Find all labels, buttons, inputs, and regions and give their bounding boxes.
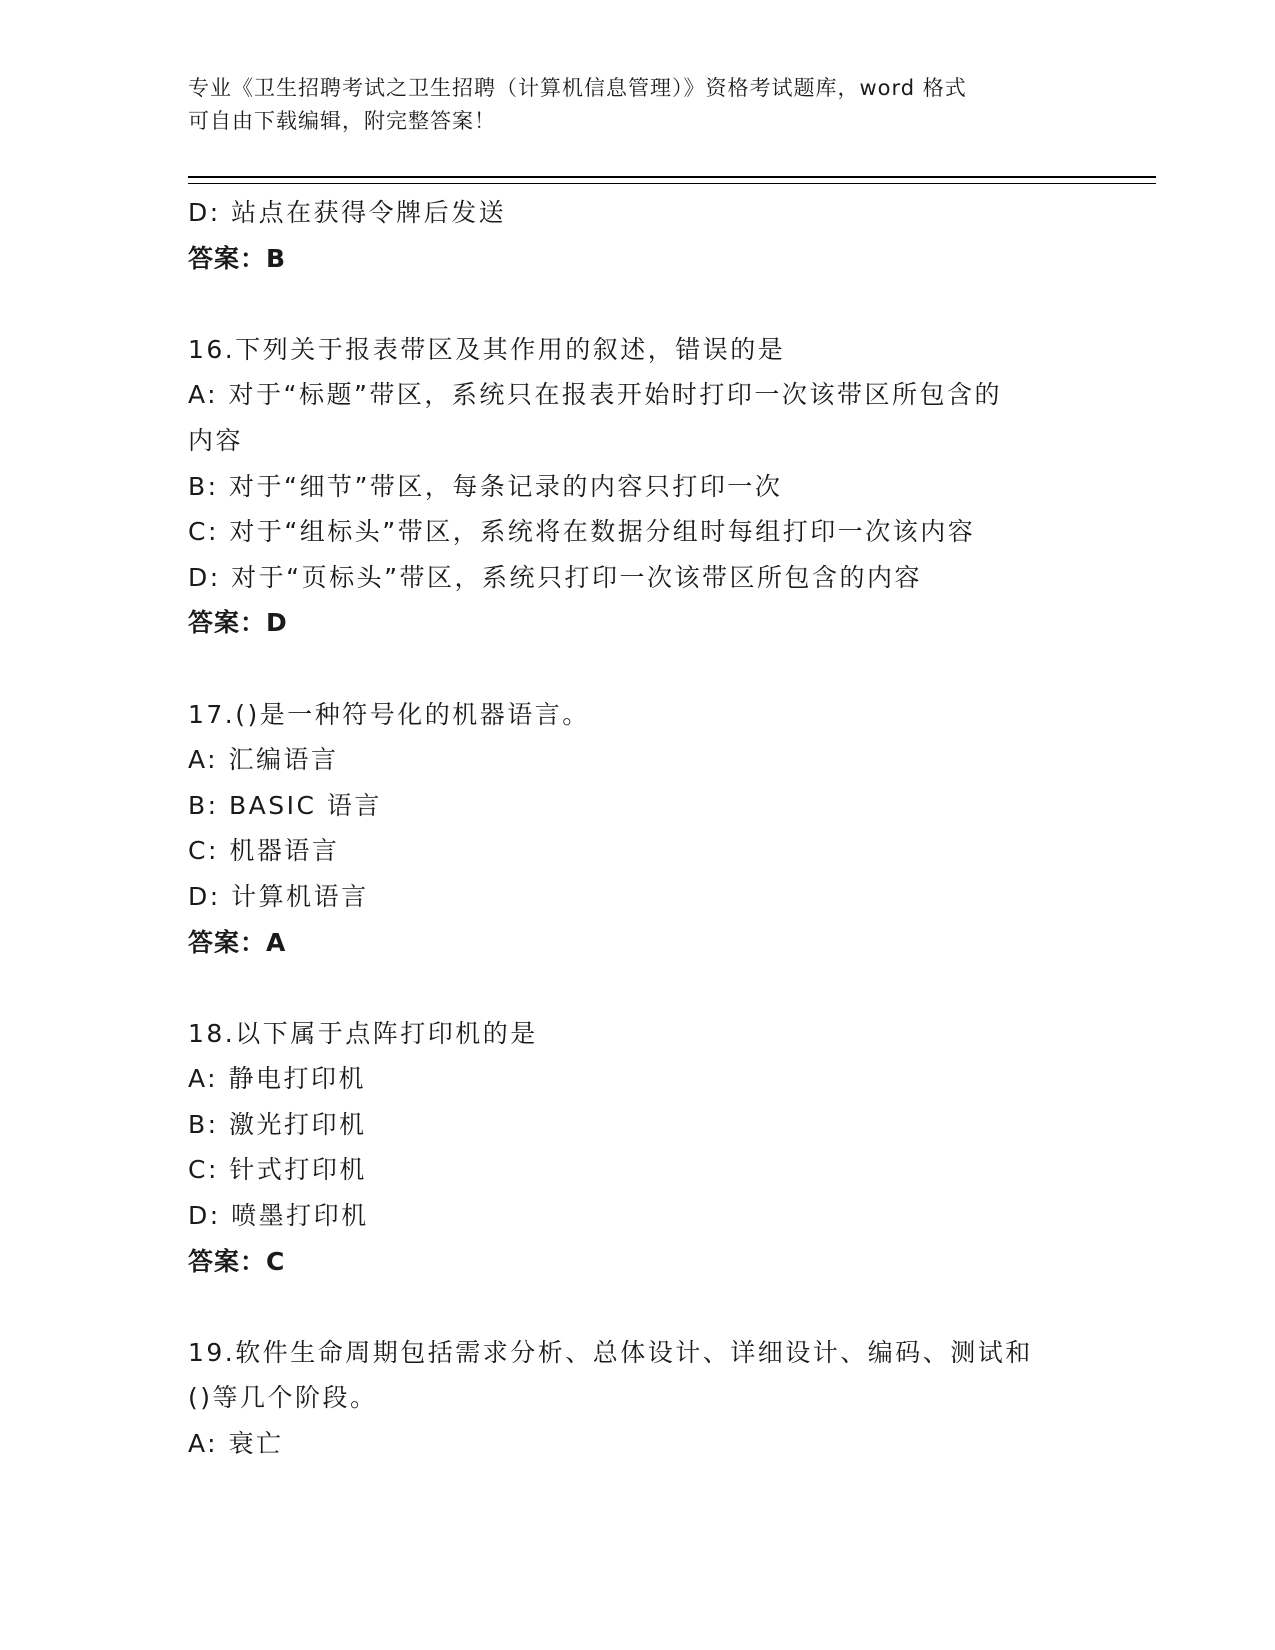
header-rule-thin: [188, 183, 1156, 184]
spacer: [188, 646, 1088, 692]
question-text: 17.()是一种符号化的机器语言。: [188, 699, 590, 729]
spacer: [188, 1284, 1088, 1330]
question-text: 19.软件生命周期包括需求分析、总体设计、详细设计、编码、测试和: [188, 1337, 1033, 1367]
header-rule-thick: [188, 176, 1156, 178]
spacer: [188, 281, 1088, 327]
question-content: [188, 190, 1088, 1467]
answer: 答案：A: [188, 927, 287, 957]
option-d: D: 对于“页标头”带区，系统只打印一次该带区所包含的内容: [188, 562, 923, 592]
option-a-continued: 内容: [188, 425, 244, 455]
page-header: [188, 72, 1088, 138]
spacer: [188, 965, 1088, 1011]
carry-over-option-d: D: 站点在获得令牌后发送: [188, 198, 507, 227]
option-c: C: 机器语言: [188, 836, 340, 866]
question-text: 16.下列关于报表带区及其作用的叙述，错误的是: [188, 334, 786, 364]
carry-over-answer: 答案：B: [188, 243, 287, 273]
option-a: A: 衰亡: [188, 1429, 284, 1459]
question-19: [188, 1330, 1088, 1467]
answer: 答案：D: [188, 608, 288, 638]
option-b: B: BASIC 语言: [188, 790, 382, 820]
question-17: [188, 692, 1088, 966]
option-a: A: 汇编语言: [188, 745, 339, 775]
option-c: C: 针式打印机: [188, 1155, 367, 1185]
option-b: B: 激光打印机: [188, 1109, 367, 1139]
option-a: A: 静电打印机: [188, 1064, 367, 1094]
question-text-continued: ()等几个阶段。: [188, 1383, 378, 1413]
question-16: [188, 327, 1088, 646]
option-c: C: 对于“组标头”带区，系统将在数据分组时每组打印一次该内容: [188, 517, 976, 547]
option-d: D: 计算机语言: [188, 881, 369, 911]
question-text: 18.以下属于点阵打印机的是: [188, 1018, 538, 1048]
answer: 答案：C: [188, 1246, 286, 1276]
header-line-1: 专业《卫生招聘考试之卫生招聘（计算机信息管理）》资格考试题库，word 格式: [188, 76, 967, 100]
option-a: A: 对于“标题”带区，系统只在报表开始时打印一次该带区所包含的: [188, 380, 1002, 410]
option-b: B: 对于“细节”带区，每条记录的内容只打印一次: [188, 471, 783, 501]
question-18: [188, 1011, 1088, 1285]
option-d: D: 喷墨打印机: [188, 1201, 369, 1231]
header-line-2: 可自由下载编辑，附完整答案！: [188, 109, 496, 133]
